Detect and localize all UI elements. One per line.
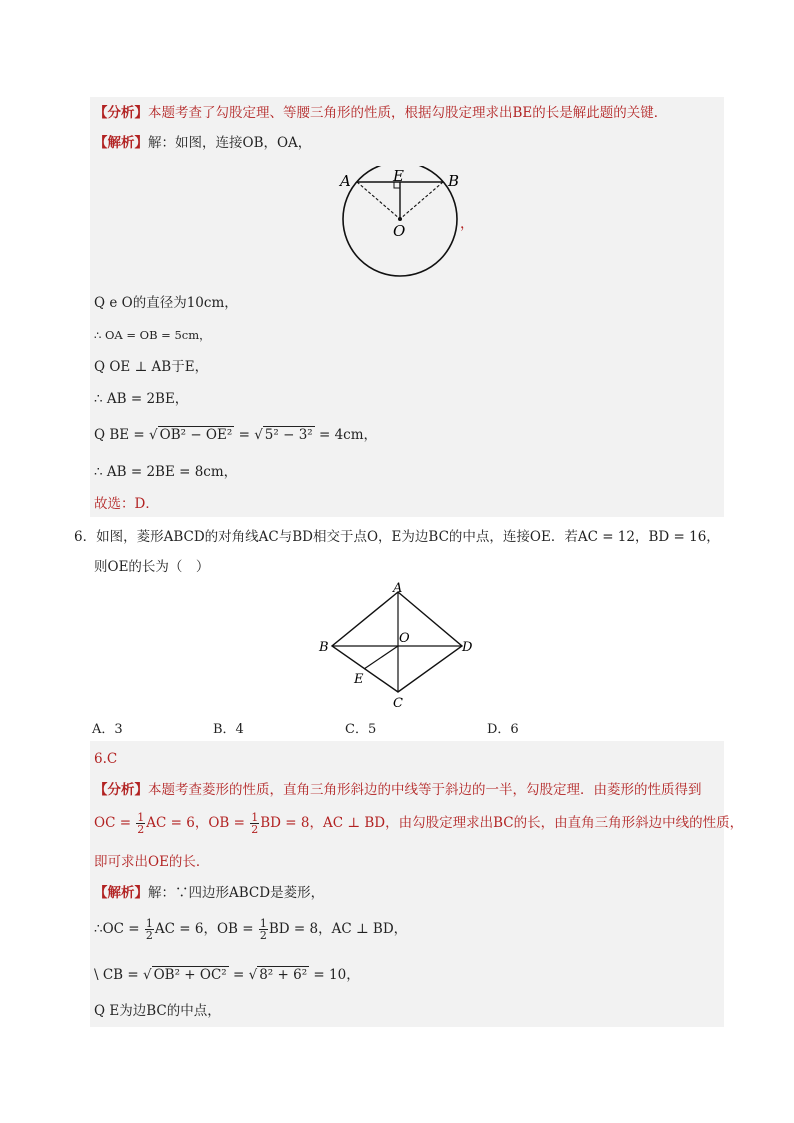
step-4 (94, 390, 188, 408)
question-6-stem (74, 528, 720, 546)
option-b-text: B．4 (213, 722, 244, 737)
s6-l3a: \ CB = (94, 967, 143, 983)
analysis-line-6-3 (94, 853, 209, 871)
question-6-line-2: 则OE的长为（ ） (94, 559, 210, 575)
question-6-line-1: 6．如图，菱形ABCD的对角线AC与BD相交于点O，E为边BC的中点，连接OE．若AC = 12，BD = 16， (74, 529, 720, 545)
rhombus-abcd (332, 592, 462, 692)
label-o: O (399, 631, 410, 646)
s6-sqrt2: 8² + 6² (259, 967, 308, 983)
frac-den: 2 (259, 929, 267, 942)
solution-text: 解：如图，连接OB，OA， (148, 135, 312, 151)
solution-line-5 (94, 134, 311, 152)
analysis-6-l2b: AC = 6，OB = (146, 815, 250, 831)
s6-l4: Q E为边BC的中点， (94, 1003, 221, 1019)
s6-l3e: = 10， (309, 967, 360, 983)
figure-comma: ， (460, 216, 474, 232)
step-1-text: Q e O的直径为10cm， (94, 295, 238, 311)
label-o: O (393, 222, 406, 240)
solution-line-6 (94, 884, 324, 902)
analysis-tag-6: 【分析】 (94, 782, 148, 798)
step-1 (94, 294, 238, 312)
solution-6-text: 解：∵四边形ABCD是菱形， (148, 885, 325, 901)
segment-oe (364, 646, 398, 669)
step-3-text: Q OE ⊥ AB于E， (94, 359, 209, 375)
question-6-stem-2 (94, 558, 209, 576)
solution-6-step-2 (94, 918, 407, 941)
label-b: B (448, 172, 460, 190)
rhombus-figure (312, 580, 482, 710)
segment-ob-dashed (400, 182, 443, 219)
label-e: E (393, 167, 404, 185)
frac-num: 1 (137, 811, 145, 824)
step-5-sqrt1: OB² − OE² (159, 427, 233, 443)
analysis-6-l3: 即可求出OE的长． (94, 854, 210, 870)
answer-6-text: 6.C (94, 751, 118, 767)
analysis-text: 本题考查了勾股定理、等腰三角形的性质，根据勾股定理求出BE的长是解此题的关键． (148, 105, 668, 121)
solution-6-step-3: \ CB = √ OB² + OC² = √ 8² + 6² = 10， (94, 967, 360, 983)
solution-tag-6: 【解析】 (94, 885, 148, 901)
s6-l2b: AC = 6，OB = (154, 921, 258, 937)
analysis-6-l2a: OC = (94, 815, 136, 831)
option-b[interactable] (213, 718, 244, 737)
step-2-text: ∴ OA = OB = 5cm， (94, 328, 211, 342)
option-d-text: D．6 (487, 722, 519, 737)
option-a[interactable] (92, 718, 123, 737)
answer-line-5 (94, 495, 159, 513)
fraction-half (145, 918, 154, 941)
s6-eq: = (228, 967, 249, 983)
frac-num: 1 (251, 811, 259, 824)
step-6-text: ∴ AB = 2BE = 8cm， (94, 464, 238, 480)
label-e: E (354, 672, 364, 687)
solution-6-step-4 (94, 1002, 221, 1020)
label-a: A (393, 581, 403, 596)
step-2 (94, 326, 211, 344)
label-d: D (462, 640, 473, 655)
label-a: A (340, 172, 351, 190)
analysis-line-5 (94, 104, 667, 122)
label-c: C (393, 696, 403, 710)
frac-den: 2 (145, 929, 153, 942)
option-c[interactable] (345, 718, 376, 737)
step-6 (94, 463, 237, 481)
label-b: B (319, 640, 329, 655)
fraction-half (136, 812, 145, 835)
frac-den: 2 (137, 823, 145, 836)
frac-num: 1 (259, 917, 267, 930)
solution-tag: 【解析】 (94, 135, 148, 151)
answer-6 (94, 750, 117, 768)
step-4-text: ∴ AB = 2BE， (94, 391, 189, 407)
analysis-6-l1: 本题考查菱形的性质，直角三角形斜边的中线等于斜边的一半，勾股定理．由菱形的性质得到 (148, 782, 702, 798)
step-5-sqrt2: 5² − 3² (264, 427, 313, 443)
analysis-line-6-2 (94, 812, 743, 835)
analysis-line-6 (94, 781, 702, 799)
s6-sqrt1: OB² + OC² (153, 967, 227, 983)
step-5-a: Q BE = (94, 427, 150, 443)
s6-l2a: ∴OC = (94, 921, 144, 937)
center-dot (398, 217, 402, 221)
analysis-tag: 【分析】 (94, 105, 148, 121)
frac-den: 2 (251, 823, 259, 836)
fraction-half (259, 918, 268, 941)
frac-num: 1 (145, 917, 153, 930)
analysis-6-l2c: BD = 8，AC ⊥ BD，由勾股定理求出BC的长，由直角三角形斜边中线的性质， (260, 815, 744, 831)
step-5: Q BE = √ OB² − OE² = √ 5² − 3² = 4cm， (94, 427, 378, 443)
option-a-text: A．3 (92, 722, 123, 737)
step-5-e: = 4cm， (314, 427, 378, 443)
step-3 (94, 358, 208, 376)
s6-l2c: BD = 8，AC ⊥ BD， (268, 921, 408, 937)
option-c-text: C．5 (345, 722, 377, 737)
answer-text-5: 故选：D． (94, 496, 159, 512)
option-d[interactable] (487, 718, 519, 737)
fraction-half (250, 812, 259, 835)
step-5-eq: = (234, 427, 255, 443)
circle-figure (330, 166, 480, 282)
